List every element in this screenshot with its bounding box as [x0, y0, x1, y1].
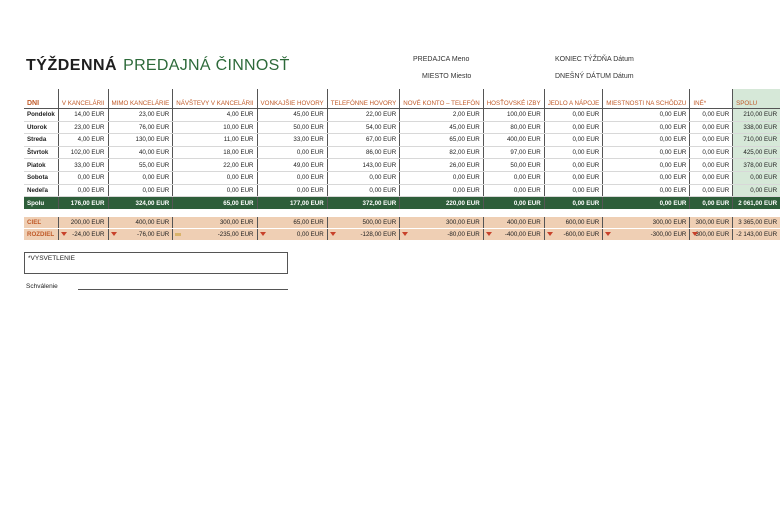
- cell-value: 22,00 EUR: [223, 161, 254, 169]
- cell-value: 33,00 EUR: [293, 136, 324, 144]
- cell-value: 400,00 EUR: [506, 219, 541, 227]
- table-cell[interactable]: [400, 159, 483, 172]
- table-cell[interactable]: [173, 197, 257, 210]
- table-cell[interactable]: [108, 229, 173, 241]
- cell-value: 0,00 EUR: [296, 174, 324, 182]
- table-cell[interactable]: [400, 146, 483, 159]
- table-cell[interactable]: [108, 217, 173, 229]
- row-label: Sobota: [24, 171, 58, 184]
- cell-value: 0,00 EUR: [702, 161, 730, 169]
- cell-value: -128,00 EUR: [360, 231, 397, 239]
- table-cell[interactable]: [690, 146, 733, 159]
- table-cell[interactable]: [603, 217, 690, 229]
- cell-value: 0,00 EUR: [572, 149, 600, 157]
- cell-value: 0,00 EUR: [659, 136, 687, 144]
- table-cell[interactable]: [690, 229, 733, 241]
- row-label: Nedeľa: [24, 184, 58, 197]
- week-end-value: Dátum: [613, 56, 634, 63]
- column-header: VONKAJŠIE HOVORY: [257, 89, 327, 109]
- table-cell[interactable]: [400, 109, 483, 122]
- cell-value: 0,00 EUR: [702, 111, 730, 119]
- table-cell[interactable]: [327, 184, 400, 197]
- cell-value: 500,00 EUR: [362, 219, 397, 227]
- equal-indicator-icon: [175, 233, 181, 236]
- down-arrow-icon: [486, 232, 492, 236]
- cell-value: 26,00 EUR: [449, 161, 480, 169]
- row-label: CIEĽ: [24, 217, 58, 229]
- cell-value: 0,00 EUR: [452, 186, 480, 194]
- goal-row: [24, 217, 780, 229]
- table-cell[interactable]: [327, 229, 400, 241]
- table-cell[interactable]: [257, 171, 327, 184]
- cell-value: 65,00 EUR: [223, 199, 254, 207]
- table-cell[interactable]: [173, 184, 257, 197]
- cell-value: 76,00 EUR: [138, 123, 170, 131]
- cell-value: 45,00 EUR: [293, 111, 324, 119]
- table-cell[interactable]: [690, 184, 733, 197]
- cell-value: 4,00 EUR: [77, 136, 105, 144]
- table-row: [24, 184, 780, 197]
- cell-value: 0,00 EUR: [296, 186, 324, 194]
- table-cell[interactable]: [544, 229, 603, 241]
- cell-value: 400,00 EUR: [506, 136, 541, 144]
- seller-label: PREDAJCA: [413, 56, 450, 63]
- cell-value: 97,00 EUR: [510, 149, 541, 157]
- cell-value: 0,00 EUR: [572, 123, 600, 131]
- cell-value: -300,00 EUR: [650, 231, 687, 239]
- cell-value: 300,00 EUR: [219, 219, 254, 227]
- cell-value: 102,00 EUR: [70, 149, 105, 157]
- week-end-field[interactable]: [555, 56, 634, 63]
- table-cell[interactable]: [108, 134, 173, 147]
- table-cell[interactable]: [483, 109, 544, 122]
- cell-value: 0,00 EUR: [659, 149, 687, 157]
- cell-value: 210,00 EUR: [743, 111, 778, 119]
- cell-value: 0,00 EUR: [369, 174, 397, 182]
- table-cell[interactable]: [483, 146, 544, 159]
- cell-value: 3 365,00 EUR: [738, 219, 778, 227]
- table-cell[interactable]: [173, 134, 257, 147]
- table-cell[interactable]: [733, 184, 780, 197]
- cell-value: 100,00 EUR: [506, 111, 541, 119]
- cell-value: 400,00 EUR: [135, 219, 170, 227]
- table-cell[interactable]: [173, 171, 257, 184]
- table-cell[interactable]: [544, 159, 603, 172]
- table-cell[interactable]: [257, 159, 327, 172]
- cell-value: 0,00 EUR: [659, 199, 687, 207]
- table-cell[interactable]: [58, 171, 108, 184]
- cell-value: 2 061,00 EUR: [738, 199, 778, 207]
- table-cell[interactable]: [257, 184, 327, 197]
- cell-value: 372,00 EUR: [362, 199, 397, 207]
- cell-value: 0,00 EUR: [702, 136, 730, 144]
- row-label: Pondelok: [24, 109, 58, 122]
- cell-value: 200,00 EUR: [70, 219, 105, 227]
- cell-value: 67,00 EUR: [365, 136, 397, 144]
- cell-value: 45,00 EUR: [449, 123, 480, 131]
- row-label: Piatok: [24, 159, 58, 172]
- cell-value: 0,00 EUR: [77, 174, 105, 182]
- cell-value: 50,00 EUR: [510, 161, 541, 169]
- table-cell[interactable]: [733, 109, 780, 122]
- down-arrow-icon: [260, 232, 266, 236]
- table-cell[interactable]: [544, 121, 603, 134]
- cell-value: 0,00 EUR: [77, 186, 105, 194]
- cell-value: 86,00 EUR: [365, 149, 397, 157]
- down-arrow-icon: [111, 232, 117, 236]
- table-cell[interactable]: [603, 134, 690, 147]
- column-header: HOSŤOVSKÉ IZBY: [483, 89, 544, 109]
- table-cell[interactable]: [544, 171, 603, 184]
- table-cell[interactable]: [483, 121, 544, 134]
- difference-row: [24, 229, 780, 241]
- cell-value: -400,00 EUR: [504, 231, 541, 239]
- sum-row: [24, 197, 780, 210]
- cell-value: 11,00 EUR: [223, 136, 254, 144]
- cell-value: 0,00 EUR: [702, 149, 730, 157]
- table-cell[interactable]: [58, 184, 108, 197]
- table-cell[interactable]: [257, 109, 327, 122]
- table-row: [24, 146, 780, 159]
- cell-value: 378,00 EUR: [743, 161, 778, 169]
- cell-value: 65,00 EUR: [449, 136, 480, 144]
- table-cell[interactable]: [108, 171, 173, 184]
- table-cell[interactable]: [603, 184, 690, 197]
- table-cell[interactable]: [327, 217, 400, 229]
- table-cell[interactable]: [327, 121, 400, 134]
- cell-value: 0,00 EUR: [142, 186, 170, 194]
- cell-value: 55,00 EUR: [138, 161, 170, 169]
- cell-value: 0,00 EUR: [572, 136, 600, 144]
- table-cell[interactable]: [690, 217, 733, 229]
- table-row: [24, 134, 780, 147]
- row-label: Spolu: [24, 197, 58, 210]
- cell-value: 338,00 EUR: [743, 123, 778, 131]
- title-part-1: TÝŽDENNÁ: [26, 57, 118, 74]
- spacer-cell: [24, 209, 780, 217]
- header-row: [24, 89, 780, 109]
- table-row: [24, 159, 780, 172]
- table-cell[interactable]: [327, 134, 400, 147]
- cell-value: 0,00 EUR: [452, 174, 480, 182]
- table-cell[interactable]: [58, 146, 108, 159]
- table-cell[interactable]: [173, 109, 257, 122]
- column-header: NOVÉ KONTO – TELEFÓN: [400, 89, 483, 109]
- cell-value: 54,00 EUR: [365, 123, 397, 131]
- table-cell[interactable]: [603, 159, 690, 172]
- cell-value: -76,00 EUR: [136, 231, 170, 239]
- table-cell[interactable]: [257, 134, 327, 147]
- table-cell[interactable]: [257, 197, 327, 210]
- table-cell[interactable]: [690, 134, 733, 147]
- table-cell[interactable]: [603, 146, 690, 159]
- cell-value: 14,00 EUR: [74, 111, 105, 119]
- cell-value: 0,00 EUR: [659, 123, 687, 131]
- table-cell[interactable]: [400, 184, 483, 197]
- today-label: DNEŠNÝ DÁTUM: [555, 73, 612, 80]
- sales-table: [24, 89, 780, 240]
- cell-value: 0,00 EUR: [572, 186, 600, 194]
- table-cell[interactable]: [58, 229, 108, 241]
- table-cell[interactable]: [733, 217, 780, 229]
- cell-value: 0,00 EUR: [513, 174, 541, 182]
- table-cell[interactable]: [173, 146, 257, 159]
- table-cell[interactable]: [327, 171, 400, 184]
- down-arrow-icon: [605, 232, 611, 236]
- column-header: NÁVŠTEVY V KANCELÁRII: [173, 89, 257, 109]
- seller-value: Meno: [451, 56, 470, 63]
- column-header: SPOLU: [733, 89, 780, 109]
- table-cell[interactable]: [400, 134, 483, 147]
- table-cell[interactable]: [327, 109, 400, 122]
- table-cell[interactable]: [108, 184, 173, 197]
- table-cell[interactable]: [173, 217, 257, 229]
- place-label: MIESTO: [422, 73, 449, 80]
- table-cell[interactable]: [257, 121, 327, 134]
- down-arrow-icon: [402, 232, 408, 236]
- cell-value: 0,00 EUR: [513, 186, 541, 194]
- cell-value: 0,00 EUR: [702, 199, 730, 207]
- today-value: Dátum: [612, 73, 634, 80]
- explanation-box[interactable]: [24, 252, 288, 274]
- table-cell[interactable]: [327, 146, 400, 159]
- cell-value: 0,00 EUR: [226, 174, 254, 182]
- cell-value: 0,00 EUR: [369, 186, 397, 194]
- table-cell[interactable]: [257, 146, 327, 159]
- table-cell[interactable]: [257, 217, 327, 229]
- table-cell[interactable]: [544, 217, 603, 229]
- cell-value: 0,00 EUR: [296, 231, 324, 239]
- cell-value: 4,00 EUR: [226, 111, 254, 119]
- table-cell[interactable]: [400, 197, 483, 210]
- table-row: [24, 121, 780, 134]
- cell-value: 0,00 EUR: [750, 174, 778, 182]
- table-cell[interactable]: [257, 229, 327, 241]
- cell-value: 710,00 EUR: [743, 136, 778, 144]
- cell-value: 0,00 EUR: [659, 186, 687, 194]
- table-cell[interactable]: [544, 197, 603, 210]
- table-cell[interactable]: [58, 134, 108, 147]
- cell-value: 0,00 EUR: [702, 174, 730, 182]
- cell-value: 0,00 EUR: [572, 199, 600, 207]
- cell-value: 0,00 EUR: [572, 174, 600, 182]
- table-cell[interactable]: [58, 121, 108, 134]
- cell-value: -600,00 EUR: [563, 231, 600, 239]
- cell-value: 300,00 EUR: [445, 219, 480, 227]
- table-cell[interactable]: [544, 146, 603, 159]
- table-cell[interactable]: [603, 229, 690, 241]
- cell-value: 50,00 EUR: [293, 123, 324, 131]
- down-arrow-icon: [330, 232, 336, 236]
- table-cell[interactable]: [108, 109, 173, 122]
- title-part-2: PREDAJNÁ ČINNOSŤ: [123, 57, 290, 74]
- table-cell[interactable]: [327, 159, 400, 172]
- table-cell[interactable]: [544, 134, 603, 147]
- column-header: V KANCELÁRII: [58, 89, 108, 109]
- down-arrow-icon: [547, 232, 553, 236]
- down-arrow-icon: [61, 232, 67, 236]
- cell-value: 143,00 EUR: [362, 161, 397, 169]
- table-cell[interactable]: [108, 146, 173, 159]
- cell-value: 300,00 EUR: [695, 219, 730, 227]
- table-cell[interactable]: [108, 197, 173, 210]
- table-cell[interactable]: [733, 229, 780, 241]
- table-cell[interactable]: [58, 217, 108, 229]
- cell-value: 220,00 EUR: [445, 199, 480, 207]
- cell-value: 0,00 EUR: [142, 174, 170, 182]
- cell-value: 300,00 EUR: [652, 219, 687, 227]
- cell-value: 23,00 EUR: [138, 111, 170, 119]
- table-cell[interactable]: [544, 184, 603, 197]
- page-title: [26, 57, 290, 75]
- table-cell[interactable]: [733, 171, 780, 184]
- cell-value: 0,00 EUR: [572, 111, 600, 119]
- table-cell[interactable]: [173, 159, 257, 172]
- cell-value: 425,00 EUR: [743, 149, 778, 157]
- table-cell[interactable]: [400, 121, 483, 134]
- table-cell[interactable]: [483, 134, 544, 147]
- table-cell[interactable]: [483, 184, 544, 197]
- table-cell[interactable]: [108, 159, 173, 172]
- cell-value: 130,00 EUR: [135, 136, 170, 144]
- table-row: [24, 109, 780, 122]
- table-cell[interactable]: [400, 229, 483, 241]
- column-header: TELEFÓNNE HOVORY: [327, 89, 400, 109]
- cell-value: 0,00 EUR: [702, 186, 730, 194]
- table-cell[interactable]: [173, 229, 257, 241]
- cell-value: -300,00 EUR: [693, 231, 730, 239]
- row-label: Streda: [24, 134, 58, 147]
- table-cell[interactable]: [733, 197, 780, 210]
- cell-value: 0,00 EUR: [513, 199, 541, 207]
- seller-field[interactable]: [413, 56, 469, 63]
- cell-value: 600,00 EUR: [565, 219, 600, 227]
- cell-value: -235,00 EUR: [217, 231, 254, 239]
- cell-value: 80,00 EUR: [510, 123, 541, 131]
- cell-value: 0,00 EUR: [659, 161, 687, 169]
- table-cell[interactable]: [58, 197, 108, 210]
- table-cell[interactable]: [603, 197, 690, 210]
- place-value: Miesto: [450, 73, 472, 80]
- table-cell[interactable]: [483, 197, 544, 210]
- table-cell[interactable]: [733, 121, 780, 134]
- column-header-days: DNI: [24, 89, 58, 109]
- approval-label: Schválenie: [26, 283, 58, 290]
- table-cell[interactable]: [400, 171, 483, 184]
- today-field[interactable]: [555, 73, 634, 80]
- table-cell[interactable]: [483, 159, 544, 172]
- table-cell[interactable]: [603, 109, 690, 122]
- row-label: Štvrtok: [24, 146, 58, 159]
- column-header: MIESTNOSTI NA SCHÔDZU: [603, 89, 690, 109]
- cell-value: -24,00 EUR: [72, 231, 105, 239]
- table-cell[interactable]: [58, 159, 108, 172]
- cell-value: 177,00 EUR: [289, 199, 324, 207]
- explanation-label: *VYSVETLENIE: [28, 255, 75, 262]
- table-cell[interactable]: [544, 109, 603, 122]
- table-cell[interactable]: [690, 109, 733, 122]
- table-cell[interactable]: [483, 217, 544, 229]
- cell-value: 22,00 EUR: [365, 111, 397, 119]
- cell-value: 0,00 EUR: [750, 186, 778, 194]
- table-cell[interactable]: [603, 121, 690, 134]
- table-cell[interactable]: [173, 121, 257, 134]
- cell-value: 0,00 EUR: [702, 123, 730, 131]
- cell-value: 40,00 EUR: [138, 149, 170, 157]
- cell-value: 82,00 EUR: [449, 149, 480, 157]
- cell-value: 65,00 EUR: [293, 219, 324, 227]
- cell-value: 0,00 EUR: [226, 186, 254, 194]
- table-cell[interactable]: [690, 121, 733, 134]
- row-label: Utorok: [24, 121, 58, 134]
- table-cell[interactable]: [483, 171, 544, 184]
- cell-value: 33,00 EUR: [74, 161, 105, 169]
- table-cell[interactable]: [690, 197, 733, 210]
- column-header: MIMO KANCELÁRIE: [108, 89, 173, 109]
- cell-value: -2 143,00 EUR: [736, 231, 778, 239]
- cell-value: 176,00 EUR: [70, 199, 105, 207]
- approval-signature-line[interactable]: [78, 289, 288, 290]
- table-cell[interactable]: [733, 134, 780, 147]
- cell-value: -80,00 EUR: [447, 231, 480, 239]
- table-cell[interactable]: [327, 197, 400, 210]
- column-header: INÉ*: [690, 89, 733, 109]
- table-cell[interactable]: [58, 109, 108, 122]
- cell-value: 0,00 EUR: [296, 149, 324, 157]
- cell-value: 2,00 EUR: [452, 111, 480, 119]
- table-cell[interactable]: [400, 217, 483, 229]
- row-label: ROZDIEL: [24, 229, 58, 241]
- down-arrow-icon: [692, 232, 698, 236]
- cell-value: 0,00 EUR: [659, 111, 687, 119]
- spacer-row: [24, 209, 780, 217]
- cell-value: 10,00 EUR: [223, 123, 254, 131]
- table-cell[interactable]: [483, 229, 544, 241]
- table-cell[interactable]: [690, 159, 733, 172]
- table-row: [24, 171, 780, 184]
- cell-value: 0,00 EUR: [659, 174, 687, 182]
- column-header: JEDLO A NÁPOJE: [544, 89, 603, 109]
- table-cell[interactable]: [733, 146, 780, 159]
- place-field[interactable]: [422, 73, 471, 80]
- cell-value: 324,00 EUR: [135, 199, 170, 207]
- table-cell[interactable]: [108, 121, 173, 134]
- table-cell[interactable]: [690, 171, 733, 184]
- table-cell[interactable]: [603, 171, 690, 184]
- table-cell[interactable]: [733, 159, 780, 172]
- cell-value: 49,00 EUR: [293, 161, 324, 169]
- week-end-label: KONIEC TÝŽDŇA: [555, 56, 612, 63]
- cell-value: 23,00 EUR: [74, 123, 105, 131]
- cell-value: 18,00 EUR: [223, 149, 254, 157]
- cell-value: 0,00 EUR: [572, 161, 600, 169]
